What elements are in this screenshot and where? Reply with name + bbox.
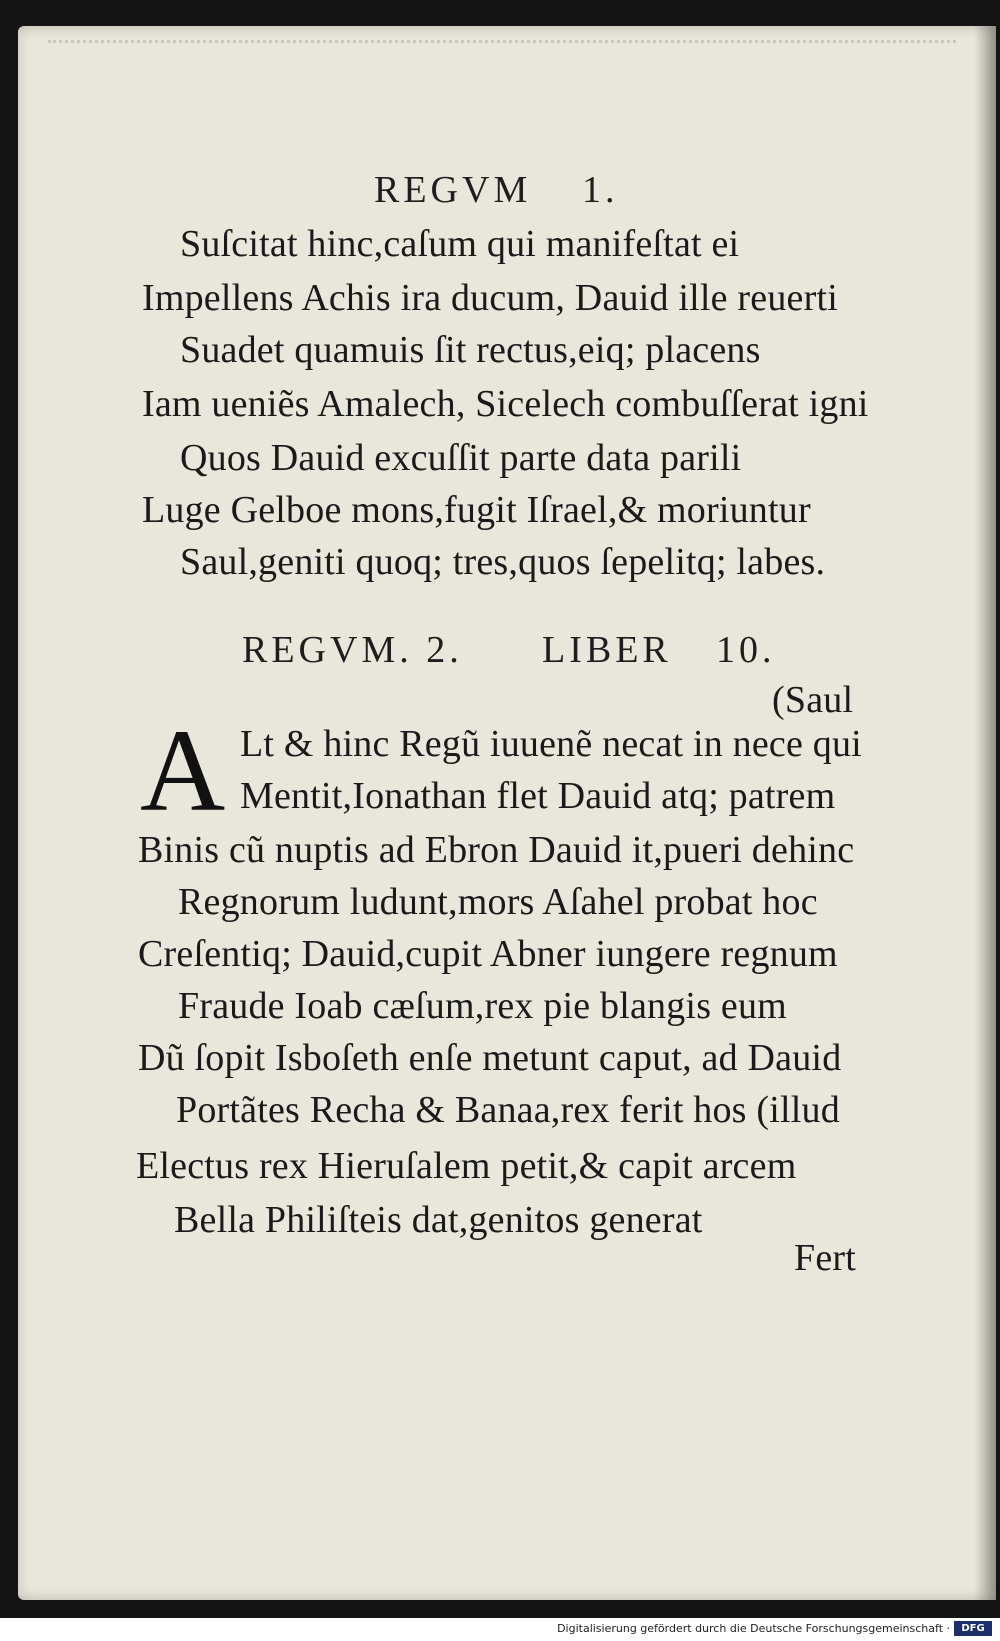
verse-line: Suadet quamuis ſit rectus,eiq; placens [180, 329, 761, 371]
verse-line: Electus rex Hieruſalem petit,& capit arcem [136, 1145, 797, 1187]
verse-line: Creſentiq; Dauid,cupit Abner iungere regnum [138, 933, 838, 975]
verse-line: Bella Philiſteis dat,genitos generat [174, 1199, 703, 1241]
digitization-credit: Digitalisierung gefördert durch die Deutsche Forschungsgemeinschaft · [557, 1622, 950, 1635]
running-header-title-2: REGVM. 2. [242, 629, 463, 671]
page-gutter-shadow [974, 26, 996, 1600]
verse-line: Luge Gelboe mons,fugit Iſrael,& moriuntur [142, 489, 811, 531]
drop-cap-initial: A [140, 705, 226, 836]
verse-line: Lt & hinc Regũ iuuenẽ necat in nece qui [240, 723, 862, 765]
verse-line: Quos Dauid excuſſit parte data parili [180, 437, 742, 479]
running-header-number-2: 10. [716, 629, 776, 671]
verse-line: Impellens Achis ira ducum, Dauid ille reuerti [142, 277, 838, 319]
verse-line: Saul,geniti quoq; tres,quos ſepelitq; labes. [180, 541, 826, 583]
verse-line: Fraude Ioab cæſum,rex pie blangis eum [178, 985, 787, 1027]
verse-line: Regnorum ludunt,mors Aſahel probat hoc [178, 881, 818, 923]
running-header-liber: LIBER [542, 629, 672, 671]
verse-line: Iam ueniẽs Amalech, Sicelech combuſſerat igni [142, 383, 869, 425]
running-header-number-1: 1. [582, 169, 619, 211]
overflow-word: (Saul [772, 679, 854, 721]
dfg-logo: DFG [954, 1621, 992, 1636]
verse-line: Dũ ſopit Isboſeth enſe metunt caput, ad Dauid [138, 1037, 842, 1079]
running-header-title-1: REGVM [374, 169, 532, 211]
verse-line: Binis cũ nuptis ad Ebron Dauid it,pueri dehinc [138, 829, 855, 871]
page-stitching [48, 40, 956, 47]
catchword: Fert [794, 1237, 857, 1279]
verse-line: Suſcitat hinc,caſum qui manifeſtat ei [180, 223, 740, 265]
verse-line: Portãtes Recha & Banaa,rex ferit hos (illud [176, 1089, 840, 1131]
verse-line: Mentit,Ionathan flet Dauid atq; patrem [240, 775, 836, 817]
